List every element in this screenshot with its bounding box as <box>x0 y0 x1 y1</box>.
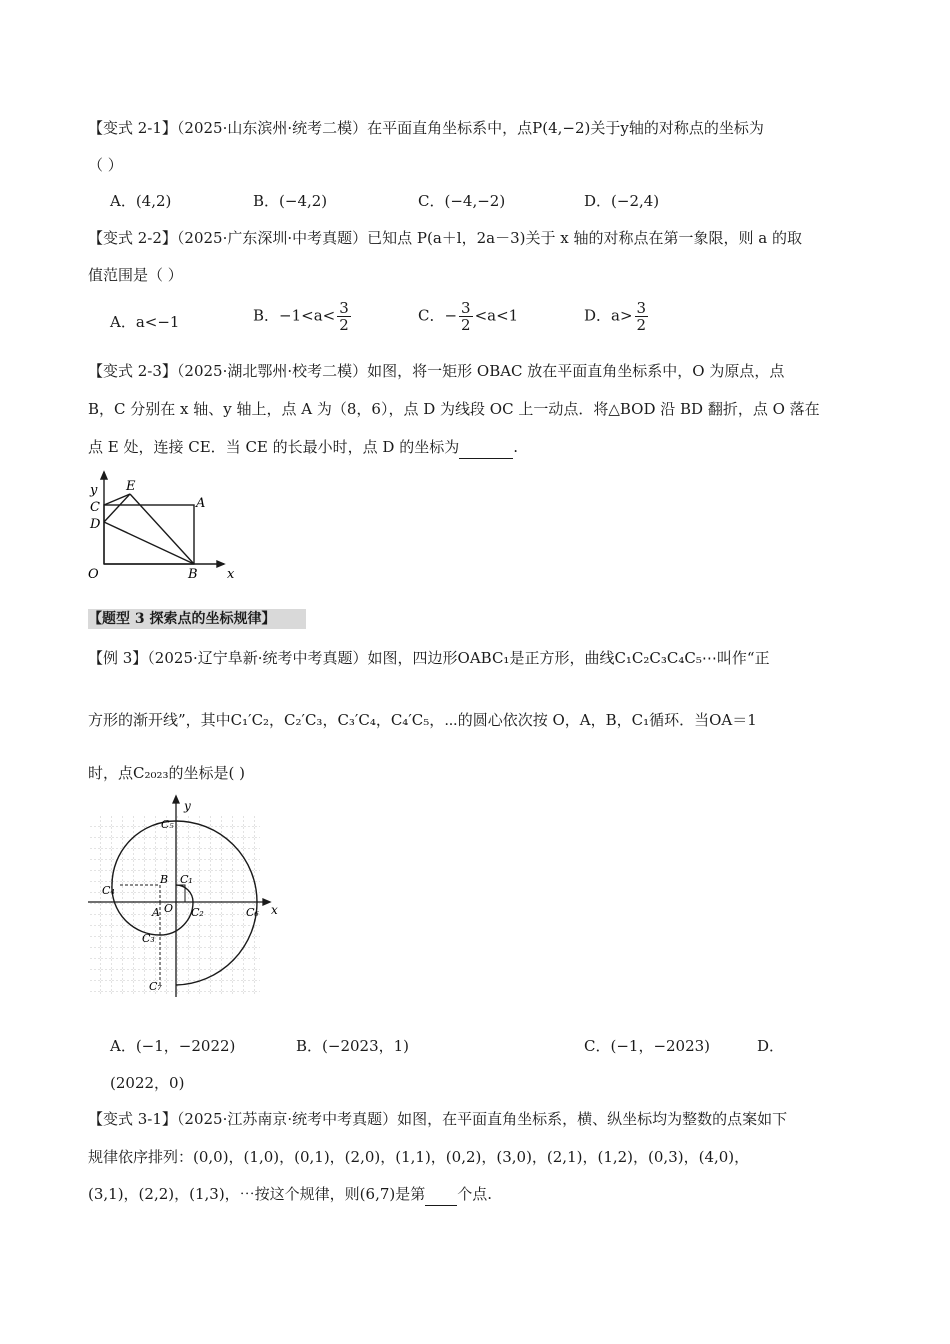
label-o: O <box>164 902 174 915</box>
label-b: B <box>160 873 169 886</box>
ex3-option-b: B．(−2023，1) <box>296 1037 410 1055</box>
v21-option-a: A．(4,2) <box>110 192 172 210</box>
label-a: A <box>152 906 160 919</box>
v21-option-b: B．(−4,2) <box>253 192 328 210</box>
ex3-figure <box>88 792 288 1002</box>
label-o: O <box>88 567 99 582</box>
label-c7: C₇ <box>149 980 162 993</box>
y-axis-arrow <box>101 472 107 479</box>
label-c1: C₁ <box>180 873 193 886</box>
label-e: E <box>126 479 136 494</box>
ex3-option-d: D． <box>757 1037 785 1055</box>
label-c5: C₅ <box>161 818 174 831</box>
v22-option-d <box>584 300 650 333</box>
ex3-option-a: A．(−1，−2022) <box>110 1037 236 1055</box>
v31-question-end: (3,1)，(2,2)，(1,3)，⋯按这个规律，则(6,7)是第 个点. <box>88 1183 492 1206</box>
v23-question-cont: B，C 分别在 x 轴、y 轴上，点 A 为（8，6），点 D 为线段 OC 上一动点．将△BOD 沿 BD 翻折，点 O 落在 <box>88 400 820 418</box>
v21-question: 【变式 2-1】（2025·山东滨州·统考二模）在平面直角坐标系中，点P(4,−2)关于y轴的对称点的坐标为 <box>88 119 764 137</box>
v31-question-cont: 规律依序排列：(0,0)，(1,0)，(0,1)，(2,0)，(1,1)，(0,2)，(3,0)，(2,1)，(1,2)，(0,3)，(4,0)， <box>88 1148 750 1166</box>
label-c2: C₂ <box>191 906 204 919</box>
x-axis-arrow <box>217 561 224 567</box>
label-a: A <box>196 496 206 511</box>
label-d: D <box>90 517 101 532</box>
answer-blank <box>425 1183 457 1206</box>
segment-de <box>104 494 130 522</box>
label-x: x <box>271 903 278 917</box>
v22-option-a: A．a<−1 <box>110 313 180 331</box>
answer-blank <box>459 436 513 459</box>
y-axis-arrow <box>173 796 179 803</box>
segment-ce <box>104 494 130 505</box>
label-x: x <box>227 567 235 582</box>
v22-option-b-text: B．−1<a< <box>253 306 336 325</box>
v22-question-cont: 值范围是（ ） <box>88 266 183 284</box>
v22-option-b <box>253 300 353 333</box>
fraction: $\frac{3}{2}$ <box>339 299 349 334</box>
v21-option-d: D．(−2,4) <box>584 192 660 210</box>
label-b: B <box>188 567 198 582</box>
v22-option-c: C．− $\frac{3}{2}$ <a<1 <box>418 299 519 334</box>
ex3-question-end: 时，点C₂₀₂₃的坐标是( ) <box>88 764 246 782</box>
x-axis-arrow <box>263 899 270 905</box>
v31-question: 【变式 3-1】（2025·江苏南京·统考中考真题）如图，在平面直角坐标系，横、纵坐标均为整数的点案如下 <box>88 1110 788 1128</box>
v23-figure <box>84 464 244 588</box>
fraction: $\frac{3}{2}$ <box>636 299 647 334</box>
v21-bracket: （ ） <box>88 156 123 174</box>
v23-question: 【变式 2-3】（2025·湖北鄂州·校考二模）如图，将一矩形 OBAC 放在平面直角坐标系中，O 为原点，点 <box>88 362 785 380</box>
ex3-option-c: C．(−1，−2023) <box>584 1037 711 1055</box>
label-c3: C₃ <box>142 932 155 945</box>
label-y: y <box>90 483 98 498</box>
label-y: y <box>184 799 191 813</box>
label-c6: C₆ <box>246 906 259 919</box>
v23-question-end: 点 E 处，连接 CE．当 CE 的长最小时，点 D 的坐标为 . <box>88 436 518 459</box>
ex3-question-cont: 方形的渐开线”，其中C₁′C₂，C₂′C₃，C₃′C₄，C₄′C₅，⋯的圆心依次按 O，A，B，C₁循环．当OA＝1 <box>88 711 757 729</box>
fraction: $\frac{3}{2}$ <box>461 299 471 334</box>
v22-option-d-text: D．a> <box>584 306 633 325</box>
label-c: C <box>90 500 100 515</box>
v21-option-c: C．(−4,−2) <box>418 192 506 210</box>
ex3-option-d-value: (2022，0) <box>110 1074 185 1092</box>
v22-option-c-text: C．− <box>418 306 458 325</box>
ex3-question: 【例 3】（2025·辽宁阜新·统考中考真题）如图，四边形OABC₁是正方形，曲线C₁C₂C₃C₄C₅⋯叫作“正 <box>88 649 770 667</box>
label-c4: C₄ <box>102 884 115 897</box>
segment-db <box>104 522 194 564</box>
section-heading: 【题型 3 探索点的坐标规律】 <box>88 611 276 627</box>
v22-question: 【变式 2-2】（2025·广东深圳·中考真题）已知点 P(a＋l，2a－3)关于 x 轴的对称点在第一象限，则 a 的取 <box>88 229 802 247</box>
